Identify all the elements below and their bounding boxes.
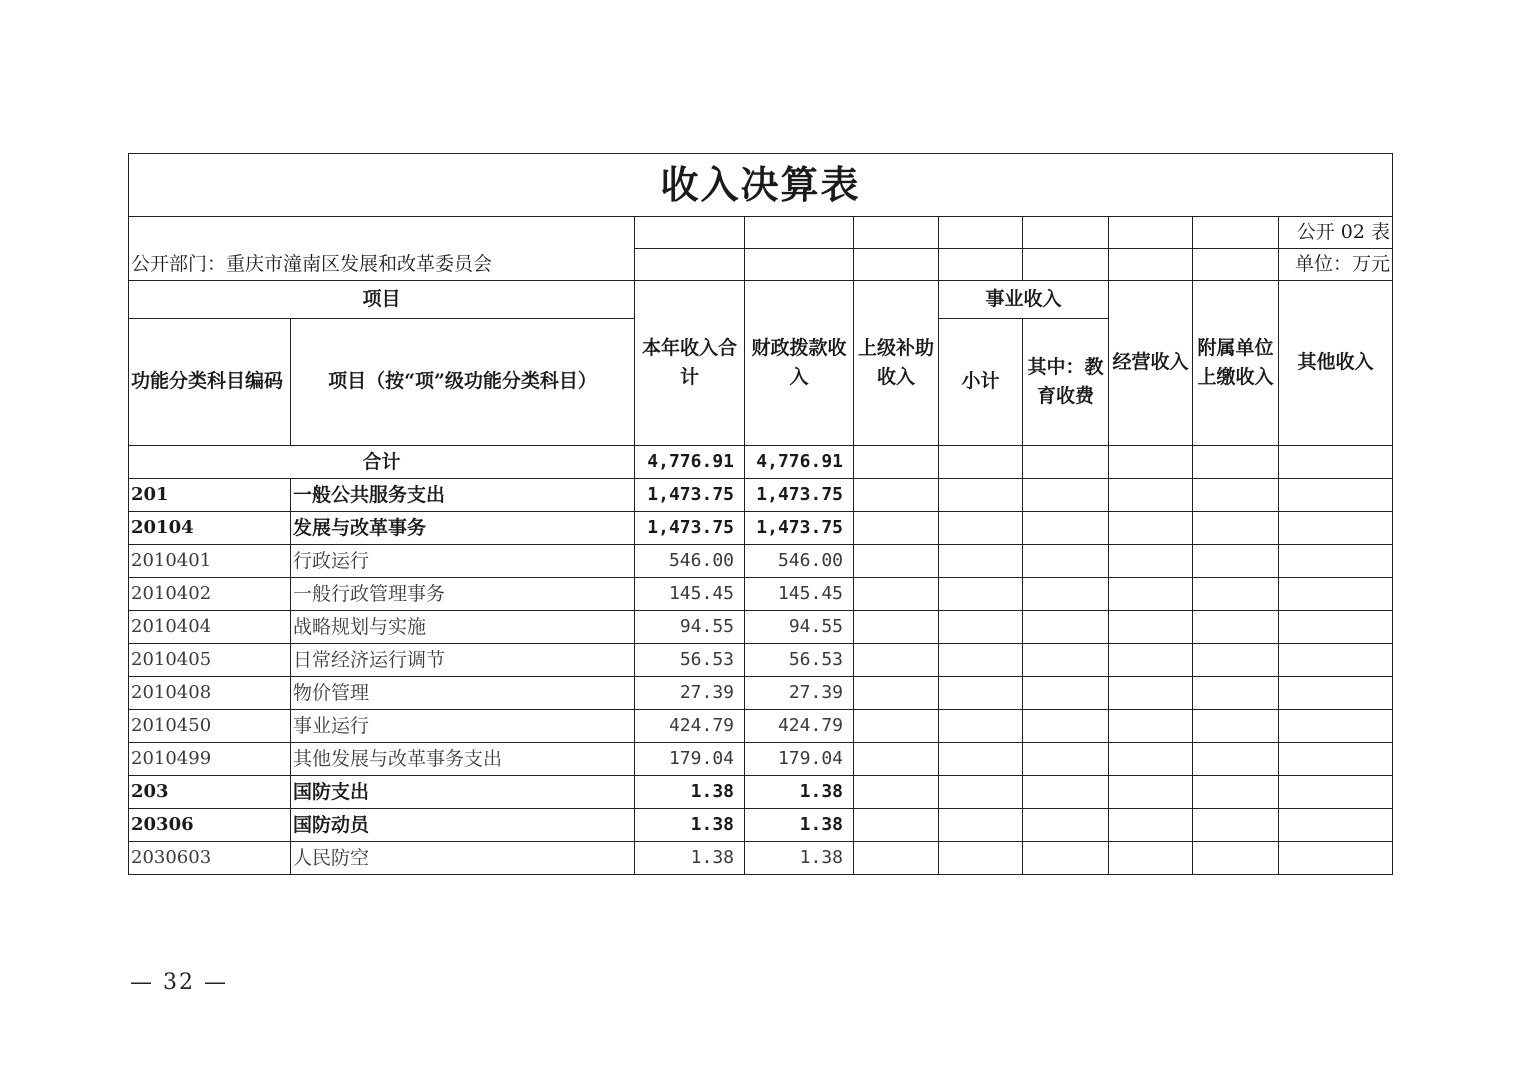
empty-cell: [854, 842, 939, 875]
row-fiscal: 1,473.75: [745, 479, 854, 512]
row-code: 2010499: [129, 743, 291, 776]
row-total: 1,473.75: [635, 512, 745, 545]
empty-cell: [1279, 743, 1393, 776]
empty-cell: [1109, 842, 1193, 875]
empty-cell: [1023, 479, 1109, 512]
table-row: [129, 578, 1393, 611]
row-name: 国防支出: [291, 776, 635, 809]
empty-cell: [1109, 512, 1193, 545]
empty-cell: [1023, 842, 1109, 875]
table-title: 收入决算表: [129, 154, 1393, 217]
header-business-group: 事业收入: [939, 281, 1109, 319]
empty-cell: [1023, 776, 1109, 809]
row-name: 一般行政管理事务: [291, 578, 635, 611]
empty-cell: [1279, 842, 1393, 875]
empty-cell: [1109, 743, 1193, 776]
empty-cell: [1279, 446, 1393, 479]
empty-cell: [939, 446, 1023, 479]
empty-cell: [854, 479, 939, 512]
empty-cell: [854, 578, 939, 611]
header-code: 功能分类科目编码: [129, 319, 291, 446]
blank-cell: [1023, 249, 1109, 281]
row-name: 物价管理: [291, 677, 635, 710]
empty-cell: [1279, 644, 1393, 677]
row-fiscal: 1,473.75: [745, 512, 854, 545]
empty-cell: [1023, 545, 1109, 578]
empty-cell: [1279, 677, 1393, 710]
row-code: 2010404: [129, 611, 291, 644]
empty-cell: [1193, 578, 1279, 611]
blank-cell: [745, 249, 854, 281]
form-id: 公开 02 表: [1279, 217, 1393, 249]
empty-cell: [939, 512, 1023, 545]
total-row-label: 合计: [129, 446, 635, 479]
empty-cell: [1109, 611, 1193, 644]
empty-cell: [854, 446, 939, 479]
row-total: 145.45: [635, 578, 745, 611]
header-project-group: 项目: [129, 281, 635, 319]
empty-cell: [1023, 611, 1109, 644]
row-code: 20104: [129, 512, 291, 545]
empty-cell: [1193, 809, 1279, 842]
row-total: 27.39: [635, 677, 745, 710]
empty-cell: [1109, 644, 1193, 677]
total-row-total: 4,776.91: [635, 446, 745, 479]
empty-cell: [1193, 446, 1279, 479]
table-row: [129, 479, 1393, 512]
row-fiscal: 1.38: [745, 842, 854, 875]
empty-cell: [1193, 842, 1279, 875]
row-total: 1,473.75: [635, 479, 745, 512]
table-row: [129, 776, 1393, 809]
row-name: 人民防空: [291, 842, 635, 875]
row-name: 事业运行: [291, 710, 635, 743]
row-total: 1.38: [635, 776, 745, 809]
empty-cell: [1279, 776, 1393, 809]
blank-cell: [1193, 217, 1279, 249]
row-name: 日常经济运行调节: [291, 644, 635, 677]
empty-cell: [939, 743, 1023, 776]
row-code: 201: [129, 479, 291, 512]
row-total: 94.55: [635, 611, 745, 644]
header-operating: 经营收入: [1109, 281, 1193, 446]
empty-cell: [1109, 545, 1193, 578]
department-label: 公开部门：重庆市潼南区发展和改革委员会: [129, 217, 635, 281]
row-code: 2010408: [129, 677, 291, 710]
empty-cell: [1279, 611, 1393, 644]
row-name: 国防动员: [291, 809, 635, 842]
empty-cell: [939, 842, 1023, 875]
header-subtotal: 小计: [939, 319, 1023, 446]
empty-cell: [1279, 512, 1393, 545]
empty-cell: [939, 776, 1023, 809]
row-total: 424.79: [635, 710, 745, 743]
empty-cell: [854, 545, 939, 578]
table-row: [129, 710, 1393, 743]
empty-cell: [1109, 677, 1193, 710]
row-name: 发展与改革事务: [291, 512, 635, 545]
empty-cell: [1279, 809, 1393, 842]
header-fiscal: 财政拨款收入: [745, 281, 854, 446]
row-name: 行政运行: [291, 545, 635, 578]
empty-cell: [1109, 446, 1193, 479]
row-fiscal: 1.38: [745, 776, 854, 809]
blank-cell: [1109, 217, 1193, 249]
empty-cell: [1193, 710, 1279, 743]
header-education: 其中：教育收费: [1023, 319, 1109, 446]
empty-cell: [1109, 710, 1193, 743]
empty-cell: [1109, 809, 1193, 842]
empty-cell: [1193, 644, 1279, 677]
row-total: 546.00: [635, 545, 745, 578]
empty-cell: [1023, 512, 1109, 545]
row-fiscal: 94.55: [745, 611, 854, 644]
empty-cell: [854, 677, 939, 710]
empty-cell: [1193, 512, 1279, 545]
blank-cell: [635, 249, 745, 281]
empty-cell: [1023, 644, 1109, 677]
blank-cell: [939, 249, 1023, 281]
row-code: 2010402: [129, 578, 291, 611]
empty-cell: [854, 776, 939, 809]
empty-cell: [1109, 578, 1193, 611]
empty-cell: [1279, 545, 1393, 578]
empty-cell: [1193, 479, 1279, 512]
blank-cell: [1023, 217, 1109, 249]
empty-cell: [939, 611, 1023, 644]
empty-cell: [1193, 677, 1279, 710]
table-row: [129, 512, 1393, 545]
row-code: 20306: [129, 809, 291, 842]
row-total: 1.38: [635, 842, 745, 875]
empty-cell: [1109, 776, 1193, 809]
total-row-fiscal: 4,776.91: [745, 446, 854, 479]
header-affiliate: 附属单位上缴收入: [1193, 281, 1279, 446]
empty-cell: [854, 743, 939, 776]
row-code: 203: [129, 776, 291, 809]
blank-cell: [854, 249, 939, 281]
page-number: — 32 —: [130, 970, 228, 995]
row-name: 一般公共服务支出: [291, 479, 635, 512]
header-superior: 上级补助收入: [854, 281, 939, 446]
row-name: 其他发展与改革事务支出: [291, 743, 635, 776]
empty-cell: [1023, 677, 1109, 710]
blank-cell: [939, 217, 1023, 249]
empty-cell: [854, 809, 939, 842]
header-other: 其他收入: [1279, 281, 1393, 446]
empty-cell: [939, 677, 1023, 710]
empty-cell: [1279, 710, 1393, 743]
empty-cell: [854, 644, 939, 677]
row-total: 56.53: [635, 644, 745, 677]
blank-cell: [635, 217, 745, 249]
header-name: 项目（按“项”级功能分类科目）: [291, 319, 635, 446]
blank-cell: [1193, 249, 1279, 281]
empty-cell: [854, 710, 939, 743]
table-row: [129, 611, 1393, 644]
empty-cell: [939, 809, 1023, 842]
row-code: 2010405: [129, 644, 291, 677]
table-row: [129, 842, 1393, 875]
empty-cell: [1023, 578, 1109, 611]
row-total: 179.04: [635, 743, 745, 776]
empty-cell: [1193, 743, 1279, 776]
empty-cell: [1279, 479, 1393, 512]
row-code: 2010401: [129, 545, 291, 578]
empty-cell: [1023, 710, 1109, 743]
table-row: [129, 644, 1393, 677]
empty-cell: [939, 479, 1023, 512]
blank-cell: [1109, 249, 1193, 281]
unit-label: 单位：万元: [1279, 249, 1393, 281]
row-fiscal: 145.45: [745, 578, 854, 611]
empty-cell: [1193, 611, 1279, 644]
empty-cell: [939, 644, 1023, 677]
row-fiscal: 56.53: [745, 644, 854, 677]
row-code: 2030603: [129, 842, 291, 875]
empty-cell: [1279, 578, 1393, 611]
empty-cell: [939, 578, 1023, 611]
row-name: 战略规划与实施: [291, 611, 635, 644]
header-total: 本年收入合计: [635, 281, 745, 446]
row-fiscal: 1.38: [745, 809, 854, 842]
empty-cell: [1109, 479, 1193, 512]
table-row: [129, 809, 1393, 842]
table-row: [129, 743, 1393, 776]
empty-cell: [1193, 776, 1279, 809]
blank-cell: [745, 217, 854, 249]
row-fiscal: 179.04: [745, 743, 854, 776]
row-code: 2010450: [129, 710, 291, 743]
row-fiscal: 27.39: [745, 677, 854, 710]
income-final-account-table: [128, 153, 1393, 875]
row-fiscal: 424.79: [745, 710, 854, 743]
empty-cell: [854, 512, 939, 545]
empty-cell: [1023, 809, 1109, 842]
empty-cell: [939, 710, 1023, 743]
table-body: [129, 479, 1393, 875]
blank-cell: [854, 217, 939, 249]
empty-cell: [1023, 743, 1109, 776]
empty-cell: [939, 545, 1023, 578]
row-total: 1.38: [635, 809, 745, 842]
row-fiscal: 546.00: [745, 545, 854, 578]
empty-cell: [854, 611, 939, 644]
table-row: [129, 545, 1393, 578]
empty-cell: [1023, 446, 1109, 479]
empty-cell: [1193, 545, 1279, 578]
table-row: [129, 677, 1393, 710]
